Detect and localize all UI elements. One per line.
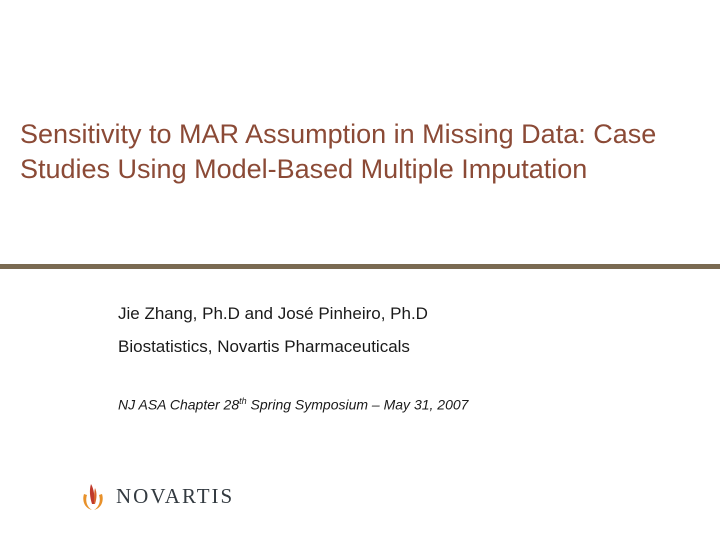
event-suffix: Spring Symposium – May 31, 2007 [246, 396, 469, 413]
title-divider [0, 264, 720, 269]
slide-title: Sensitivity to MAR Assumption in Missing Data: Case Studies Using Model-Based Multiple Imputation [20, 119, 657, 184]
authors-line: Jie Zhang, Ph.D and José Pinheiro, Ph.D [118, 304, 428, 323]
event-superscript: th [239, 396, 247, 406]
novartis-flame-icon [80, 480, 106, 512]
event-line [118, 396, 468, 413]
novartis-logo [80, 480, 234, 512]
affiliation-line: Biostatistics, Novartis Pharmaceuticals [118, 337, 410, 356]
novartis-wordmark: NOVARTIS [116, 483, 235, 508]
event-prefix: NJ ASA Chapter 28 [118, 396, 240, 413]
